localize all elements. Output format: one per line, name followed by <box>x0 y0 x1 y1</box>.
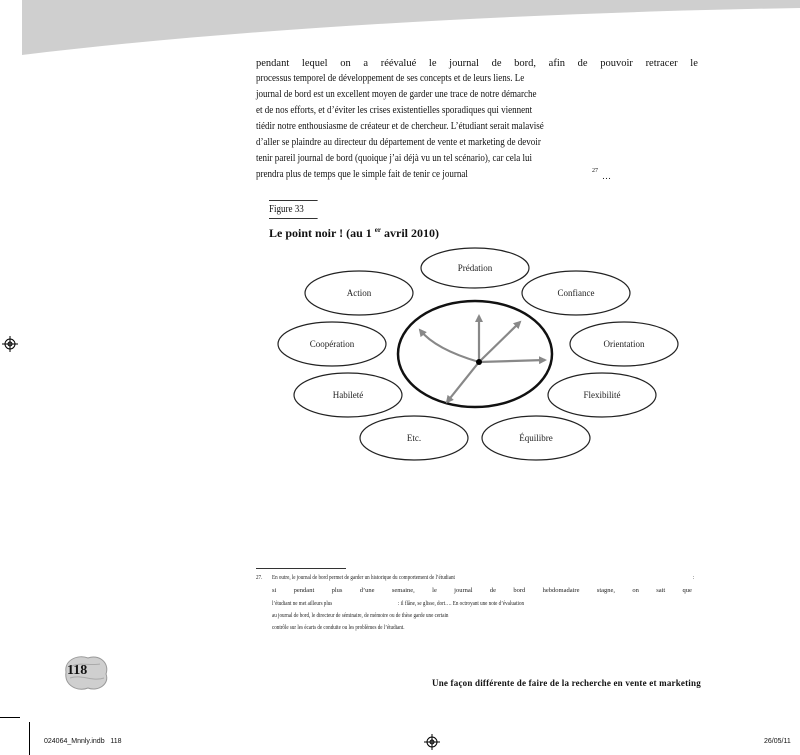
body-line1-word: lequel <box>301 58 328 69</box>
center-circle <box>398 301 552 407</box>
body-line1-word: retracer <box>645 58 678 69</box>
center-dot <box>476 359 482 365</box>
body-text-line2: processus temporel de développement de ses concepts et de leurs liens. Le <box>256 73 525 84</box>
petal-equilibre <box>482 416 590 460</box>
body-text-line8: prendra plus de temps que le simple fait de tenir ce journal <box>256 169 468 180</box>
registration-mark-left <box>2 336 18 352</box>
petal-flexibilite <box>548 373 656 417</box>
petal-label: Flexibilité <box>583 390 621 400</box>
footnote-line3-b: : il flâne, se glisse, dort…. En octroyant une note d’évaluation <box>398 600 525 607</box>
petal-predation <box>421 248 529 288</box>
footnote-line2-word: sait <box>656 587 666 594</box>
body-line1-word: de <box>577 58 588 69</box>
footnote-line4: au journal de bord, le directeur de séminaire, de mémoire ou de thèse garde une certain <box>272 612 449 619</box>
slug-date: 26/05/11 <box>764 738 791 745</box>
footnote-line2-word: plus <box>331 587 343 594</box>
figure-title-end: avril 2010) <box>381 226 440 240</box>
crop-mark <box>0 717 20 718</box>
petal-action <box>305 271 413 315</box>
footnote-line2-word: on <box>632 587 639 594</box>
footnote-line2-word: stagne, <box>596 587 616 594</box>
petal-label: Habileté <box>332 390 364 400</box>
footnote-number: 27. <box>256 574 263 581</box>
footnote-line2-word: hebdomadaire <box>542 587 580 594</box>
footnote-line2-word: si <box>272 587 277 594</box>
body-line1-word: le <box>690 58 698 69</box>
footnote-line2-word: de <box>489 587 497 594</box>
ellipsis: … <box>602 171 611 181</box>
body-line1-word: a <box>363 58 369 69</box>
registration-mark-bottom <box>424 734 440 750</box>
body-line1-word: journal <box>449 58 479 69</box>
body-line1-word: réévalué <box>380 58 417 69</box>
body-text-line5: tiédir notre enthousiasme de créateur et de chercheur. L’étudiant serait malavisé <box>256 121 544 132</box>
footnote-line2-word: d’une <box>359 587 375 594</box>
page-number: 118 <box>67 663 88 678</box>
footnote-line2 <box>272 587 692 594</box>
body-line1-word: de <box>491 58 502 69</box>
petal-label: Action <box>346 288 372 298</box>
petal-orientation <box>570 322 678 366</box>
footnote-line3: l’étudiant ne met ailleurs plus <box>272 600 333 607</box>
petal-etc <box>360 416 468 460</box>
petal-label: Coopération <box>309 339 355 349</box>
figure-label: Figure 33 <box>269 200 318 219</box>
running-footer: Une façon différente de faire de la recherche en vente et marketing <box>432 678 701 688</box>
footnote-line2-word: bord <box>513 587 526 594</box>
petal-label: Équilibre <box>519 433 553 443</box>
footnote-rule <box>256 568 346 569</box>
petal-label: Etc. <box>406 433 422 443</box>
petal-cooperation <box>278 322 386 366</box>
body-line1-word: afin <box>548 58 565 69</box>
petal-label: Prédation <box>457 263 493 273</box>
petal-label: Confiance <box>557 288 595 298</box>
body-line1-word: le <box>428 58 437 69</box>
footnote-line2-word: semaine, <box>391 587 415 594</box>
petal-label: Orientation <box>603 339 645 349</box>
petal-habilete <box>294 373 402 417</box>
body-line1-word: on <box>340 58 351 69</box>
crop-mark-vertical <box>29 722 30 755</box>
figure-title-sup: er <box>374 226 382 234</box>
footnote-ref: 27 <box>592 168 598 174</box>
slug-file: 024064_Mnnly.indb 118 <box>44 738 122 745</box>
footnote-line1-end: : <box>693 574 695 581</box>
body-text-line4: et de nos efforts, et d’éviter les crises existentielles sporadiques qui viennent <box>256 105 533 116</box>
footnote-line5: contrôle sur les écarts de conduite ou les problèmes de l’étudiant. <box>272 624 405 631</box>
body-text-line3: journal de bord est un excellent moyen de garder une trace de notre démarche <box>256 89 537 100</box>
body-line1-word: pendant <box>256 58 290 69</box>
footnote-line2-word: journal <box>454 587 473 594</box>
body-line1-word: pouvoir <box>600 58 633 69</box>
body-text-line6: d’aller se plaindre au directeur du département de vente et marketing de devoir <box>256 137 541 148</box>
footnote-line1: En outre, le journal de bord permet de garder un historique du comportement de l’étudiant <box>272 574 455 581</box>
footnote-line2-word: le <box>432 587 437 594</box>
footnote-line2-word: pendant <box>293 587 315 594</box>
body-text-line7: tenir pareil journal de bord (quoique j’ai déjà vu un tel scénario), car cela lui <box>256 153 533 164</box>
figure-title-main: Le point noir ! (au 1 <box>269 226 375 240</box>
footnote-line2-word: que <box>682 587 692 594</box>
body-line1-word: bord, <box>514 58 537 69</box>
petal-confiance <box>522 271 630 315</box>
